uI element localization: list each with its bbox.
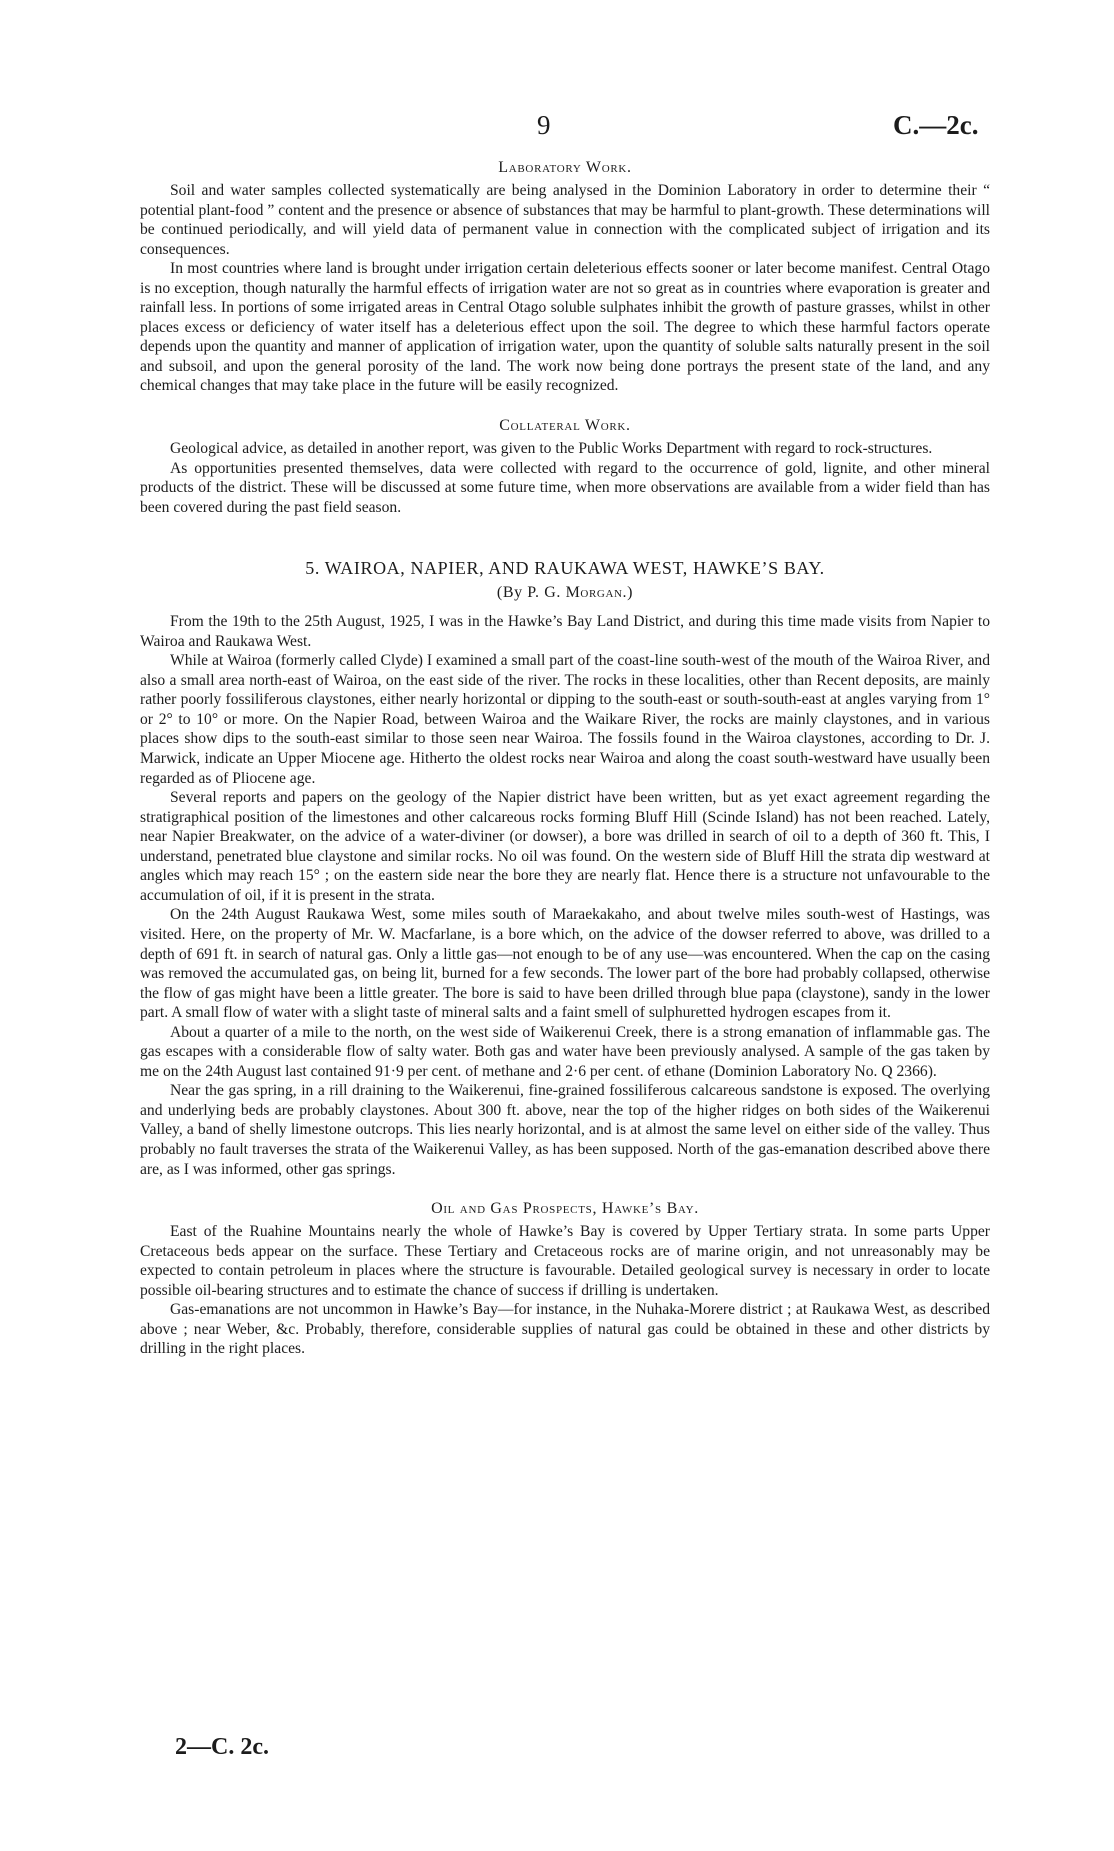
byline-suffix: .) [622,584,634,602]
paragraph: From the 19th to the 25th August, 1925, I was in the Hawke’s Bay Land District, and during this time made visits from Napier to Wairoa and Raukawa West. [140,613,990,650]
paragraph: Gas-emanations are not uncommon in Hawke’s Bay—for instance, in the Nuhaka-Morere district ; at Raukawa West, as described above ; near Weber, &c. Probably, therefore, considerable supplies of natural gas could be obtained in these and other districts by drilling in the right places. [140,1301,990,1358]
paragraph: As opportunities presented themselves, data were collected with regard to the occurrence of gold, lignite, and other mineral products of the district. These will be discussed at some future time, when more observations are available from a wider field than has been covered during the past field season. [140,459,990,516]
author-byline [140,582,990,604]
paragraph: East of the Ruahine Mountains nearly the whole of Hawke’s Bay is covered by Upper Tertiary strata. In some parts Upper Cretaceous beds appear on the surface. These Tertiary and Cretaceous rocks are of marine origin, and not unreasonably may be expected to contain petroleum in places where the structure is favourable. Detailed geological survey is necessary in order to locate possible oil-bearing structures and to estimate the chance of success if drilling is undertaken. [140,1223,990,1299]
paragraph: Near the gas spring, in a rill draining to the Waikerenui, fine-grained fossiliferous calcareous sandstone is exposed. The overlying and underlying beds are probably claystones. About 300 ft. above, near the top of the higher ridges on both sides of the Waikerenui Valley, a band of shelly limestone outcrops. This lies nearly horizontal, and is at almost the same level on either side of the valley. Thus probably no fault traverses the strata of the Waikerenui Valley, as has been supposed. North of the gas-emanation described above there are, as I was informed, other gas springs. [140,1082,990,1178]
author-name: Morgan [565,584,623,602]
report-body [140,158,990,1359]
section-heading: 5. WAIROA, NAPIER, AND RAUKAWA WEST, HAWKE’S BAY. [305,558,825,579]
paragraph: Several reports and papers on the geology of the Napier district have been written, but as yet exact agreement regarding the stratigraphical position of the limestones and other calcareous rocks forming Bluff Hill (Scinde Island) has not been reached. Lately, near Napier Breakwater, on the advice of a water-diviner (or dowser), a bore was drilled in search of oil to a depth of 360 ft. This, I understand, penetrated blue claystone and similar rocks. No oil was found. On the western side of Bluff Hill the strata dip westward at angles which may reach 15° ; on the eastern side near the bore they are nearly flat. Hence there is a structure not unfavourable to the accumulation of oil, if it is present in the strata. [140,789,990,904]
paragraph: Soil and water samples collected systematically are being analysed in the Dominion Laboratory in order to determine their “ potential plant-food ” content and the presence or absence of substances that may be harmful to plant-growth. These determinations will be continued periodically, and will yield data of permanent value in connection with the complicated subject of irrigation and its consequences. [140,182,990,258]
paragraph: Geological advice, as detailed in another report, was given to the Public Works Department with regard to rock-structures. [170,440,933,458]
byline-prefix: (By P. G. [496,584,566,602]
paragraph: While at Wairoa (formerly called Clyde) I examined a small part of the coast-line south-west of the mouth of the Wairoa River, and also a small area north-east of Wairoa, on the east side of the river. The rocks in these localities, other than Recent deposits, are mainly rather poorly fossiliferous claystones, either nearly horizontal or dipping to the south-east or south-south-east at angles varying from 1° or 2° to 10° or more. On the Napier Road, between Wairoa and the Waikare River, the rocks are mainly claystones, and in various places show dips to the south-east similar to those seen near Wairoa. The fossils found in the Wairoa claystones, according to Dr. J. Marwick, indicate an Upper Miocene age. Hitherto the oldest rocks near Wairoa and along the coast south-westward have usually been regarded as of Pliocene age. [140,652,990,787]
report-reference: C.—2c. [893,110,979,140]
paragraph: On the 24th August Raukawa West, some miles south of Maraekakaho, and about twelve miles south-west of Hastings, was visited. Here, on the property of Mr. W. Macfarlane, is a bore which, on the advice of the dowser referred to above, was drilled to a depth of 691 ft. in search of natural gas. Only a little gas—not enough to be of any use—was encountered. When the cap on the casing was removed the accumulated gas, on being lit, burned for a few seconds. The lower part of the bore had probably collapsed, otherwise the flow of gas might have been a little greater. The bore is said to have been drilled through blue papa (claystone), sandy in the lower part. A small flow of water with a slight taste of mineral salts and a faint smell of sulphuretted hydrogen escapes from it. [140,906,990,1022]
oil-gas-heading: Oil and Gas Prospects, Hawke’s Bay. [431,1200,699,1218]
page-number: 9 [537,110,551,140]
collateral-work-heading: Collateral Work. [499,417,631,435]
signature-mark: 2—C. 2c. [175,1734,269,1760]
paragraph: About a quarter of a mile to the north, on the west side of Waikerenui Creek, there is a strong emanation of inflammable gas. The gas escapes with a considerable flow of salty water. Both gas and water have been previously analysed. A sample of the gas taken by me on the 24th August last contained 91·9 per cent. of methane and 2·6 per cent. of ethane (Dominion Laboratory No. Q 2366). [140,1023,990,1080]
paragraph: In most countries where land is brought under irrigation certain deleterious effects sooner or later become manifest. Central Otago is no exception, though naturally the harmful effects of irrigation water are not so great as in countries where evaporation is greater and rainfall less. In portions of some irrigated areas in Central Otago soluble sulphates inhibit the growth of pasture grasses, whilst in other places excess or deficiency of water itself has a deleterious effect upon the soil. The degree to which these harmful factors operate depends upon the quantity and manner of application of irrigation water, upon the quantity of soluble salts naturally present in the soil and subsoil, and upon the general porosity of the land. The work now being done portrays the present state of the land, and any chemical changes that may take place in the future will be easily recognized. [140,260,990,395]
laboratory-work-heading: Laboratory Work. [498,159,632,176]
